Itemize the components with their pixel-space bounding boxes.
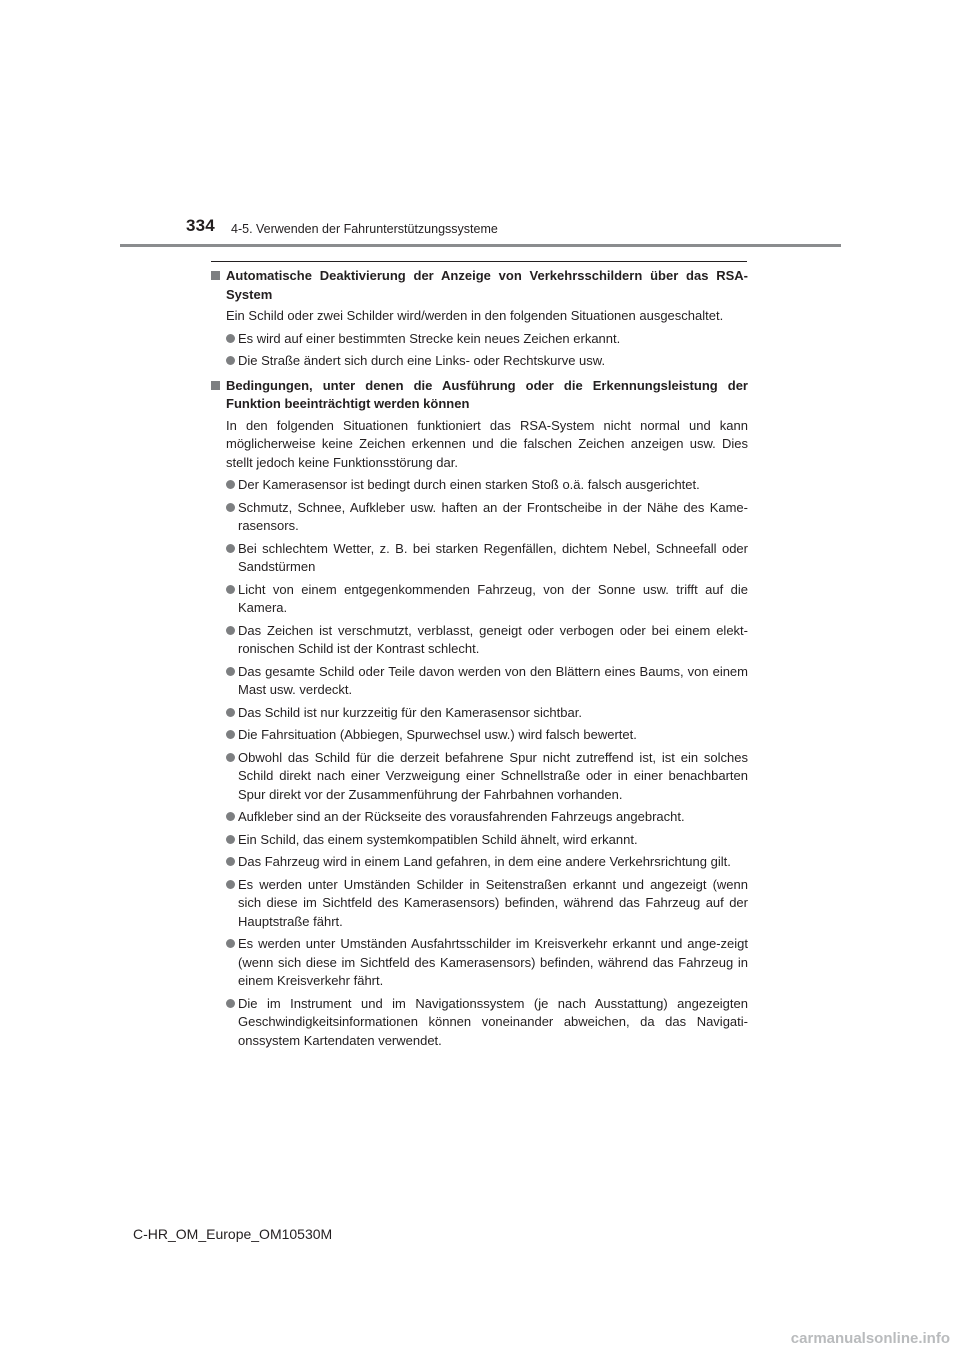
document-id: C-HR_OM_Europe_OM10530M xyxy=(133,1226,333,1242)
list-item-text: Das Fahrzeug wird in einem Land gefahren, in dem eine andere Verkehrsrichtung gilt. xyxy=(238,854,731,869)
circle-bullet-icon xyxy=(226,356,235,365)
section-intro: In den folgenden Situationen funktioniert das RSA-System nicht normal und kann möglicherweise keine Zeichen erkennen und die falschen Zeichen anzeigen usw. Dies stellt jedoch keine Funktionsstörung dar. xyxy=(226,417,748,470)
running-head: 4-5. Verwenden der Fahrunterstützungssysteme xyxy=(231,222,498,236)
list-item xyxy=(211,995,748,1051)
list-item-text: Licht von einem entgegenkommenden Fahrzeug, von der Sonne usw. trifft auf die Kamera. xyxy=(238,581,748,615)
list-item xyxy=(211,476,748,495)
list-item-text: Ein Schild, das einem systemkompatiblen Schild ähnelt, wird erkannt. xyxy=(238,831,638,847)
circle-bullet-icon xyxy=(226,708,235,717)
page-number: 334 xyxy=(186,216,215,235)
circle-bullet-icon xyxy=(226,503,235,512)
list-item xyxy=(211,499,748,536)
list-item-text: Das Schild ist nur kurzzeitig für den Kamerasensor sichtbar. xyxy=(238,704,582,720)
list-item-text: Das Zeichen ist verschmutzt, verblasst, geneigt oder verbogen oder bei einem elekt-ronischen Schild ist der Kontrast schlecht. xyxy=(238,622,748,656)
list-item-text: Aufkleber sind an der Rückseite des vorausfahrenden Fahrzeugs angebracht. xyxy=(238,809,685,824)
list-item-text: Der Kamerasensor ist bedingt durch einen starken Stoß o.ä. falsch ausgerichtet. xyxy=(238,477,700,492)
list-item-text: Die im Instrument und im Navigationssystem (je nach Ausstattung) angezeigten Geschwindigkeitsinformationen können voneinander abweichen, da das Navigati-onssystem Kartendaten verwendet. xyxy=(238,995,748,1048)
circle-bullet-icon xyxy=(226,939,235,948)
list-item-text: Es werden unter Umständen Schilder in Seitenstraßen erkannt und angezeigt (wenn sich diese im Sichtfeld des Kamerasensors) befinden, während das Fahrzeug auf der Hauptstraße fährt. xyxy=(238,876,748,929)
list-item xyxy=(211,749,748,805)
circle-bullet-icon xyxy=(226,753,235,762)
list-item xyxy=(211,704,748,723)
list-item-text: Bei schlechtem Wetter, z. B. bei starken Regenfällen, dichtem Nebel, Schneefall oder Sandstürmen xyxy=(238,540,748,574)
circle-bullet-icon xyxy=(226,626,235,635)
circle-bullet-icon xyxy=(226,480,235,489)
list-item-text: Die Straße ändert sich durch eine Links- oder Rechtskurve usw. xyxy=(238,353,606,368)
circle-bullet-icon xyxy=(226,585,235,594)
circle-bullet-icon xyxy=(226,667,235,676)
circle-bullet-icon xyxy=(226,544,235,553)
circle-bullet-icon xyxy=(226,812,235,821)
circle-bullet-icon xyxy=(226,999,235,1008)
list-item xyxy=(211,726,748,745)
list-item xyxy=(211,808,748,827)
section-heading-text: Bedingungen, unter denen die Ausführung oder die Erkennungsleistung der Funktion beeinträchtigt werden können xyxy=(226,377,748,411)
list-item xyxy=(211,663,748,700)
list-item xyxy=(211,831,748,850)
list-item xyxy=(211,935,748,991)
list-item xyxy=(211,330,748,349)
section-heading-text: Automatische Deaktivierung der Anzeige von Verkehrsschildern über das RSA-System xyxy=(226,268,748,302)
list-item xyxy=(211,540,748,577)
list-item xyxy=(211,581,748,618)
section-heading xyxy=(211,377,748,414)
circle-bullet-icon xyxy=(226,730,235,739)
page-content xyxy=(211,267,748,1054)
list-item-text: Es wird auf einer bestimmten Strecke kein neues Zeichen erkannt. xyxy=(238,330,621,346)
section-intro: Ein Schild oder zwei Schilder wird/werden in den folgenden Situationen ausgeschaltet. xyxy=(226,308,724,323)
list-item-text: Das gesamte Schild oder Teile davon werden von den Blättern eines Baums, von einem Mast usw. verdeckt. xyxy=(238,663,748,697)
square-bullet-icon xyxy=(211,381,220,390)
section-conditions xyxy=(211,377,748,1051)
square-bullet-icon xyxy=(211,271,220,280)
list-item xyxy=(211,622,748,659)
list-item-text: Obwohl das Schild für die derzeit befahrene Spur nicht zutreffend ist, ist ein solches Schild direkt nach einer Verzweigung einer Schnellstraße oder in einer benachbarten Spur direkt vor der Zusammenführung der Fahrbahnen vorhanden. xyxy=(238,749,748,802)
list-item-text: Es werden unter Umständen Ausfahrtsschilder im Kreisverkehr erkannt und ange-zeigt (wenn sich diese im Sichtfeld des Kamerasensors) befinden, während das Fahrzeug in einem Kreisverkehr fährt. xyxy=(238,936,748,988)
circle-bullet-icon xyxy=(226,857,235,866)
list-item xyxy=(211,876,748,932)
header-rule xyxy=(120,244,841,247)
list-item xyxy=(211,853,748,872)
list-item-text: Die Fahrsituation (Abbiegen, Spurwechsel usw.) wird falsch bewertet. xyxy=(238,727,637,742)
list-item xyxy=(211,352,748,371)
circle-bullet-icon xyxy=(226,835,235,844)
circle-bullet-icon xyxy=(226,334,235,343)
watermark: carmanualsonline.info xyxy=(790,1330,950,1347)
list-item-text: Schmutz, Schnee, Aufkleber usw. haften an der Frontscheibe in der Nähe des Kame-rasensors. xyxy=(238,499,748,533)
section-auto-deactivation xyxy=(211,267,748,371)
section-heading xyxy=(211,267,748,304)
section-rule xyxy=(211,261,747,262)
circle-bullet-icon xyxy=(226,880,235,889)
